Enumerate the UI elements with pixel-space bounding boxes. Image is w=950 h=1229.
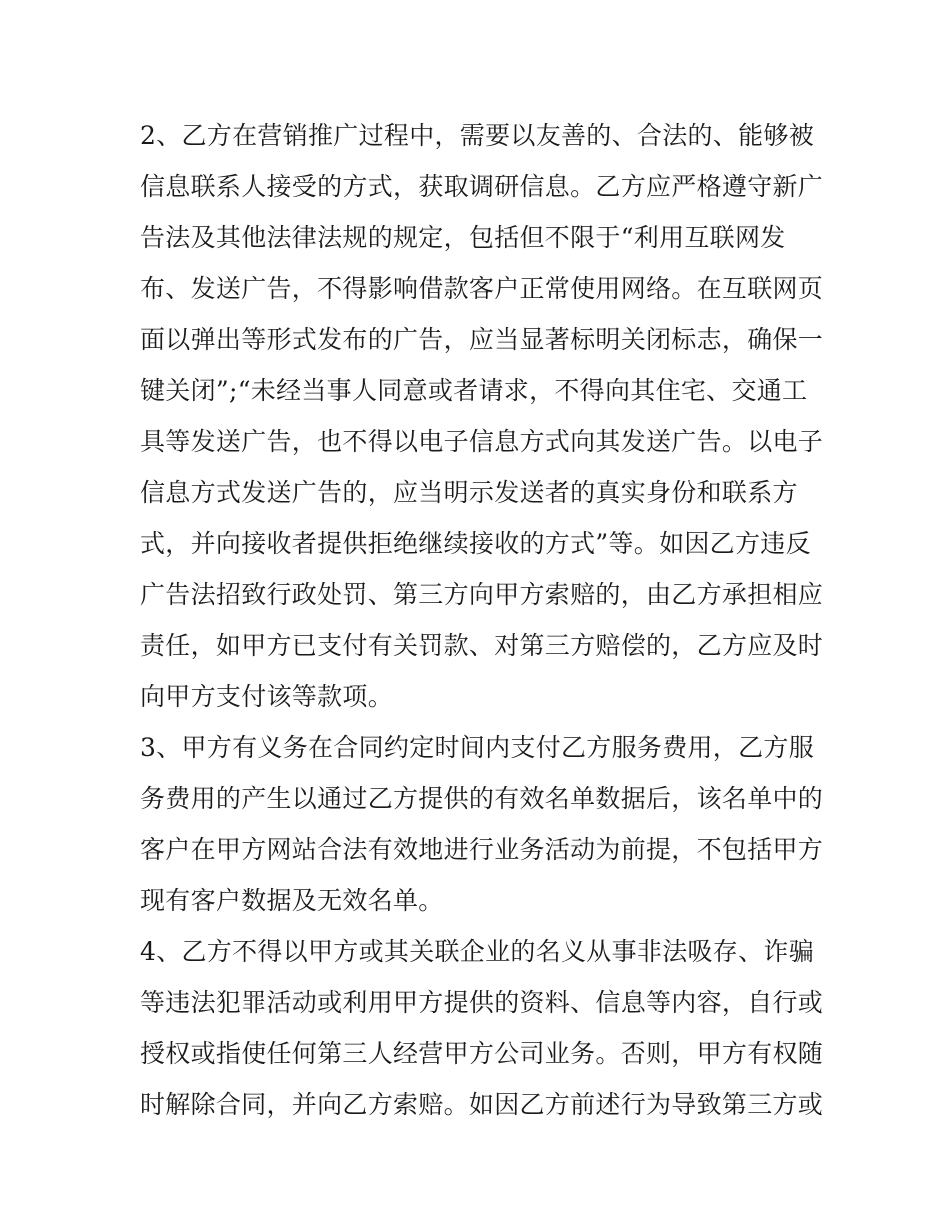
text-line: 具等发送广告，也不得以电子信息方式向其发送广告。以电子 — [140, 427, 824, 456]
text-line: 布、发送广告，不得影响借款客户正常使用网络。在互联网页 — [140, 274, 824, 303]
text-line: 广告法招致行政处罚、第三方向甲方索赔的，由乙方承担相应 — [140, 580, 824, 609]
text-line: 信息联系人接受的方式，获取调研信息。乙方应严格遵守新广 — [140, 172, 824, 201]
text-line: 责任，如甲方已支付有关罚款、对第三方赔偿的，乙方应及时 — [140, 631, 824, 660]
text-line: 式，并向接收者提供拒绝继续接收的方式”等。如因乙方违反 — [140, 529, 811, 558]
text-line: 2、乙方在营销推广过程中，需要以友善的、合法的、能够被 — [140, 121, 815, 150]
text-line: 4、乙方不得以甲方或其关联企业的名义从事非法吸存、诈骗 — [140, 937, 815, 966]
text-line: 客户在甲方网站合法有效地进行业务活动为前提，不包括甲方 — [140, 835, 824, 864]
text-line: 时解除合同，并向乙方索赔。如因乙方前述行为导致第三方或 — [140, 1090, 824, 1119]
contract-text — [140, 110, 824, 1130]
text-line: 等违法犯罪活动或利用甲方提供的资料、信息等内容，自行或 — [140, 988, 824, 1017]
text-line: 键关闭”;“未经当事人同意或者请求，不得向其住宅、交通工 — [140, 376, 808, 405]
text-line: 向甲方支付该等款项。 — [140, 682, 394, 711]
text-line: 告法及其他法律法规的规定，包括但不限于“利用互联网发 — [140, 223, 786, 252]
text-line: 务费用的产生以通过乙方提供的有效名单数据后，该名单中的 — [140, 784, 824, 813]
text-line: 现有客户数据及无效名单。 — [140, 886, 444, 915]
text-line: 3、甲方有义务在合同约定时间内支付乙方服务费用，乙方服 — [140, 733, 815, 762]
text-line: 面以弹出等形式发布的广告，应当显著标明关闭标志，确保一 — [140, 325, 824, 354]
text-line: 授权或指使任何第三人经营甲方公司业务。否则，甲方有权随 — [140, 1039, 824, 1068]
text-line: 信息方式发送广告的，应当明示发送者的真实身份和联系方 — [140, 478, 798, 507]
